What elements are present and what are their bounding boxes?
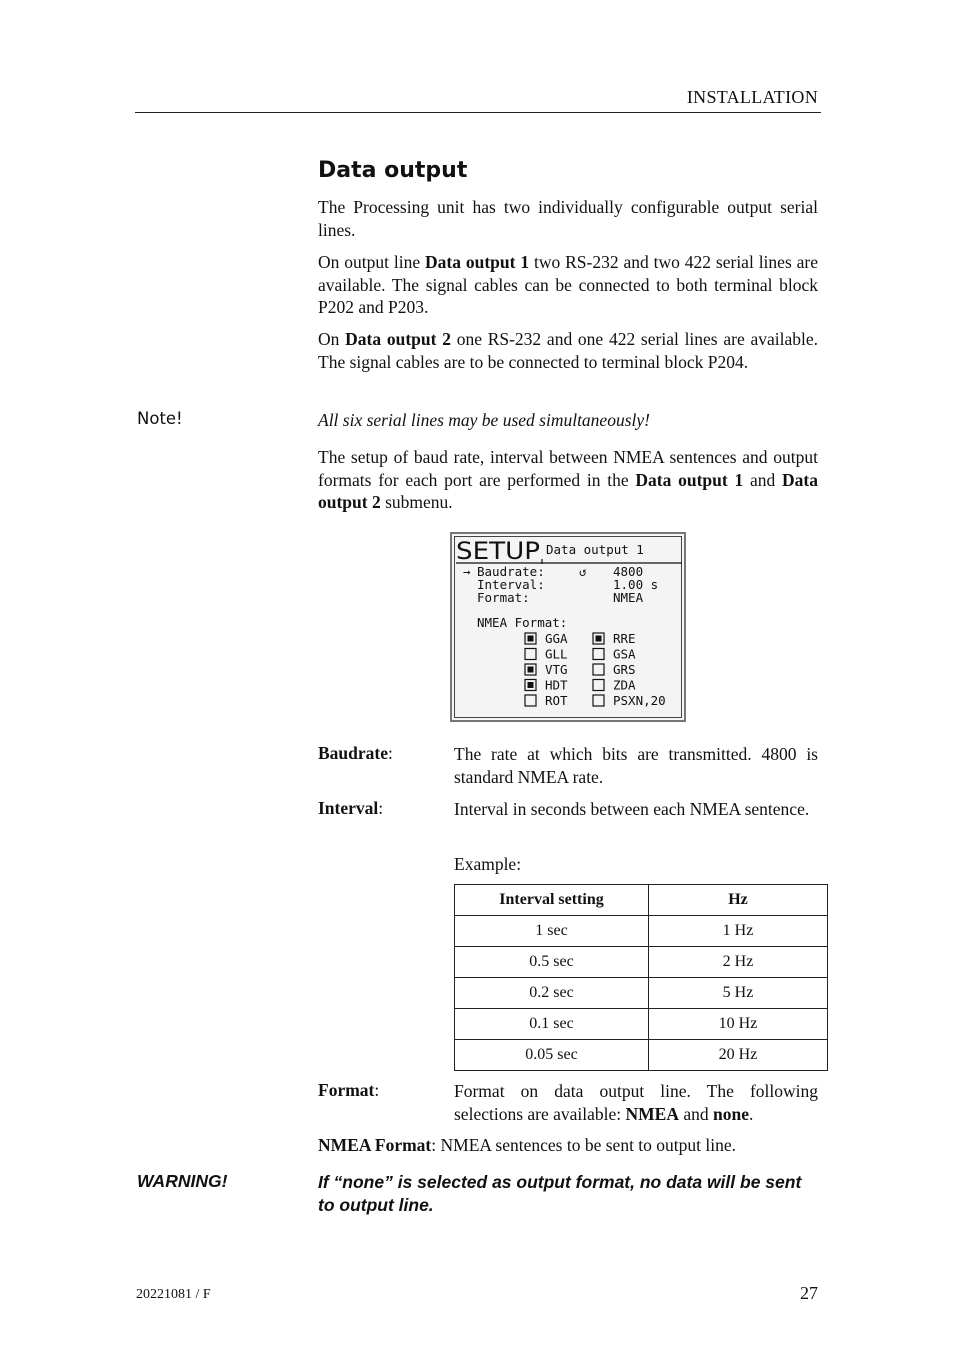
screen-subtitle: Data output 1 (546, 542, 644, 557)
format-checkbox-right (593, 680, 604, 691)
page-header (135, 86, 821, 113)
warning-label: WARNING! (137, 1171, 228, 1191)
table-row (455, 1009, 828, 1040)
format-name: PSXN,20 (613, 693, 666, 708)
table-cell: 0.05 sec (455, 1040, 649, 1071)
setting-label: Interval: (477, 577, 545, 592)
table-header-row (455, 885, 828, 916)
interval-term: Interval: (318, 798, 384, 818)
paragraph-3: On Data output 2 one RS-232 and one 422 serial lines are available. The signal cables are to be connected to terminal block P204. (318, 329, 818, 372)
format-name: HDT (545, 677, 568, 693)
nmea-format-definition: NMEA Format: NMEA sentences to be sent to output line. (318, 1135, 737, 1155)
footer-doc-number: 20221081 / F (136, 1287, 211, 1302)
checkbox-fill (528, 636, 534, 642)
table-header-interval: Interval setting (455, 885, 649, 916)
checkbox-fill (528, 682, 534, 688)
table-cell: 5 Hz (649, 978, 828, 1009)
setting-value: 1.00 s (613, 577, 659, 592)
format-name: VTG (545, 662, 568, 677)
setting-value: 4800 (613, 564, 644, 579)
setup-screen-display (454, 536, 682, 718)
table-cell: 1 Hz (649, 916, 828, 947)
table-row (455, 947, 828, 978)
table-header-hz: Hz (649, 885, 828, 916)
table-cell: 20 Hz (649, 1040, 828, 1071)
setting-label: Format: (477, 590, 530, 605)
checkbox-fill (528, 667, 534, 673)
setup-screen (450, 532, 686, 722)
table-cell: 0.5 sec (455, 947, 649, 978)
baudrate-definition: The rate at which bits are transmitted. 4800 is standard NMEA rate. (454, 744, 818, 787)
table-row (455, 916, 828, 947)
table-cell: 0.1 sec (455, 1009, 649, 1040)
table-row (455, 978, 828, 1009)
baudrate-term: Baudrate: (318, 743, 393, 763)
format-checkbox-left (525, 695, 536, 706)
interval-definition: Interval in seconds between each NMEA sentence. (454, 799, 810, 819)
paragraph-1: The Processing unit has two individually configurable output serial lines. (318, 197, 818, 240)
note-text: All six serial lines may be used simultaneously! (318, 410, 650, 430)
setting-value: NMEA (613, 590, 644, 605)
paragraph-2: On output line Data output 1 two RS-232 and two 422 serial lines are available. The signal cables can be connected to both terminal block P202 and P203. (318, 252, 818, 317)
setting-label: Baudrate: (477, 564, 545, 579)
format-name: GLL (545, 646, 568, 662)
table-cell: 2 Hz (649, 947, 828, 978)
format-name: GRS (613, 662, 636, 677)
header-section: INSTALLATION (686, 87, 818, 107)
format-name: GGA (545, 631, 568, 646)
nmea-format-label: NMEA Format: (477, 615, 568, 630)
format-name: GSA (613, 646, 636, 662)
format-checkbox-right (593, 649, 604, 660)
selection-arrow-icon: → (463, 564, 471, 579)
format-checkbox-right (593, 695, 604, 706)
note-label: Note! (137, 409, 183, 428)
format-name: RRE (613, 631, 636, 646)
checkbox-fill (596, 636, 602, 642)
format-term: Format: (318, 1080, 380, 1100)
format-name: ROT (545, 693, 568, 708)
format-name: ZDA (613, 677, 636, 693)
format-definition: Format on data output line. The following selections are available: NMEA and none. (454, 1081, 818, 1124)
paragraph-4: The setup of baud rate, interval between NMEA sentences and output formats for each port are performed in the Data output 1 and Data output 2 submenu. (318, 447, 818, 512)
edit-icon: ↺ (579, 564, 587, 579)
lcd-drawing (455, 537, 683, 719)
table-cell: 1 sec (455, 916, 649, 947)
interval-table (454, 884, 828, 1071)
table-cell: 10 Hz (649, 1009, 828, 1040)
screen-title: SETUP (456, 537, 540, 565)
footer-page-number: 27 (800, 1283, 818, 1303)
warning-text: If “none” is selected as output format, no data will be sent to output line. (318, 1172, 802, 1215)
section-title: Data output (318, 158, 468, 183)
format-checkbox-right (593, 664, 604, 675)
format-checkbox-left (525, 649, 536, 660)
example-label: Example: (454, 854, 522, 874)
table-row (455, 1040, 828, 1071)
table-cell: 0.2 sec (455, 978, 649, 1009)
